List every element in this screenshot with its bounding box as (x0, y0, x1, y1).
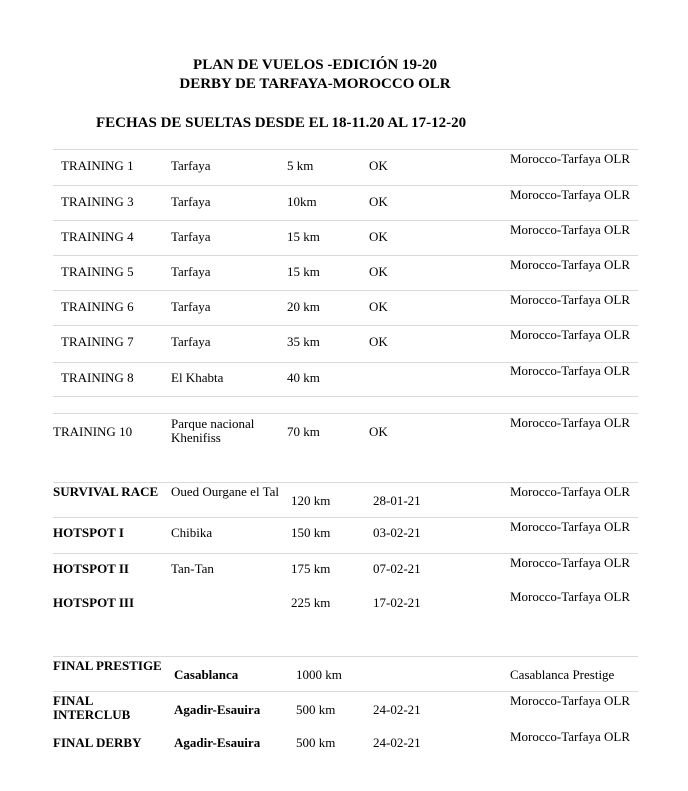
row-divider (53, 325, 638, 326)
finals-distance-cell: 500 km (296, 735, 336, 750)
finals-org-cell: Morocco-Tarfaya OLR (510, 729, 631, 744)
races-date-cell: 07-02-21 (373, 561, 421, 576)
races-place-cell: Oued Ourgane el Tal (171, 484, 279, 499)
finals-place-cell: Agadir-Esauira (174, 735, 261, 750)
training-name-cell: TRAINING 6 (61, 299, 134, 314)
finals-name-cell: FINAL DERBY (53, 735, 142, 750)
races-name-cell: SURVIVAL RACE (53, 484, 159, 499)
finals-org-cell: Morocco-Tarfaya OLR (510, 693, 631, 708)
row-divider (53, 220, 638, 221)
training-name-cell: TRAINING 7 (61, 334, 134, 349)
row-divider (53, 255, 638, 256)
training-status-cell: OK (369, 299, 388, 314)
races-name-cell: HOTSPOT II (53, 561, 129, 576)
finals-name-cell: FINAL INTERCLUB (53, 693, 131, 722)
training-place-cell: Tarfaya (171, 299, 211, 314)
training-name-cell: TRAINING 3 (61, 194, 134, 209)
training-name-cell: TRAINING 4 (61, 229, 134, 244)
races-distance-cell: 225 km (291, 595, 331, 610)
training-place-cell: El Khabta (171, 370, 224, 385)
training-status-cell: OK (369, 424, 388, 439)
row-divider (53, 517, 638, 518)
training-name-cell: TRAINING 10 (53, 424, 133, 439)
finals-place-cell: Casablanca (174, 667, 239, 682)
races-org-cell: Morocco-Tarfaya OLR (510, 589, 631, 604)
training-org-cell: Morocco-Tarfaya OLR (510, 151, 631, 166)
races-date-cell: 03-02-21 (373, 525, 421, 540)
races-date-cell: 28-01-21 (373, 493, 421, 508)
document-title-line-1: PLAN DE VUELOS -EDICIÓN 19-20 (193, 57, 437, 73)
races-name-cell: HOTSPOT I (53, 525, 124, 540)
training-org-cell: Morocco-Tarfaya OLR (510, 257, 631, 272)
finals-place-cell: Agadir-Esauira (174, 702, 261, 717)
document-subtitle: FECHAS DE SUELTAS DESDE EL 18-11.20 AL 17-12-20 (96, 115, 467, 131)
training-place-cell: Parque nacional Khenifiss (171, 416, 255, 445)
training-distance-cell: 35 km (287, 334, 320, 349)
training-status-cell: OK (369, 334, 388, 349)
races-org-cell: Morocco-Tarfaya OLR (510, 519, 631, 534)
training-name-cell: TRAINING 1 (61, 158, 134, 173)
row-divider (53, 413, 638, 414)
training-distance-cell: 70 km (287, 424, 320, 439)
training-distance-cell: 20 km (287, 299, 320, 314)
training-distance-cell: 40 km (287, 370, 320, 385)
training-status-cell: OK (369, 264, 388, 279)
finals-date-cell: 24-02-21 (373, 702, 421, 717)
row-divider (53, 691, 638, 692)
row-divider (53, 482, 638, 483)
training-place-cell: Tarfaya (171, 334, 211, 349)
races-place-cell: Chibika (171, 525, 213, 540)
training-name-cell: TRAINING 8 (61, 370, 134, 385)
document-title-line-2: DERBY DE TARFAYA-MOROCCO OLR (179, 76, 451, 92)
training-place-cell: Tarfaya (171, 158, 211, 173)
training-distance-cell: 10km (287, 194, 317, 209)
training-status-cell: OK (369, 158, 388, 173)
races-date-cell: 17-02-21 (373, 595, 421, 610)
training-org-cell: Morocco-Tarfaya OLR (510, 415, 631, 430)
training-place-cell: Tarfaya (171, 194, 211, 209)
races-distance-cell: 120 km (291, 493, 331, 508)
finals-distance-cell: 500 km (296, 702, 336, 717)
training-org-cell: Morocco-Tarfaya OLR (510, 187, 631, 202)
training-place-cell: Tarfaya (171, 229, 211, 244)
races-distance-cell: 175 km (291, 561, 331, 576)
row-divider (53, 656, 638, 657)
finals-date-cell: 24-02-21 (373, 735, 421, 750)
row-divider (53, 553, 638, 554)
row-divider (53, 396, 638, 397)
races-name-cell: HOTSPOT III (53, 595, 135, 610)
training-org-cell: Morocco-Tarfaya OLR (510, 327, 631, 342)
row-divider (53, 185, 638, 186)
finals-name-cell: FINAL PRESTIGE (53, 658, 162, 673)
training-place-cell: Tarfaya (171, 264, 211, 279)
training-status-cell: OK (369, 194, 388, 209)
training-org-cell: Morocco-Tarfaya OLR (510, 363, 631, 378)
row-divider (53, 149, 638, 150)
finals-distance-cell: 1000 km (296, 667, 342, 682)
training-org-cell: Morocco-Tarfaya OLR (510, 292, 631, 307)
training-name-cell: TRAINING 5 (61, 264, 134, 279)
training-distance-cell: 15 km (287, 229, 320, 244)
races-org-cell: Morocco-Tarfaya OLR (510, 555, 631, 570)
races-distance-cell: 150 km (291, 525, 331, 540)
training-status-cell: OK (369, 229, 388, 244)
races-place-cell: Tan-Tan (171, 561, 214, 576)
training-distance-cell: 5 km (287, 158, 314, 173)
training-org-cell: Morocco-Tarfaya OLR (510, 222, 631, 237)
finals-org-cell: Casablanca Prestige (510, 667, 615, 682)
training-distance-cell: 15 km (287, 264, 320, 279)
row-divider (53, 290, 638, 291)
races-org-cell: Morocco-Tarfaya OLR (510, 484, 631, 499)
